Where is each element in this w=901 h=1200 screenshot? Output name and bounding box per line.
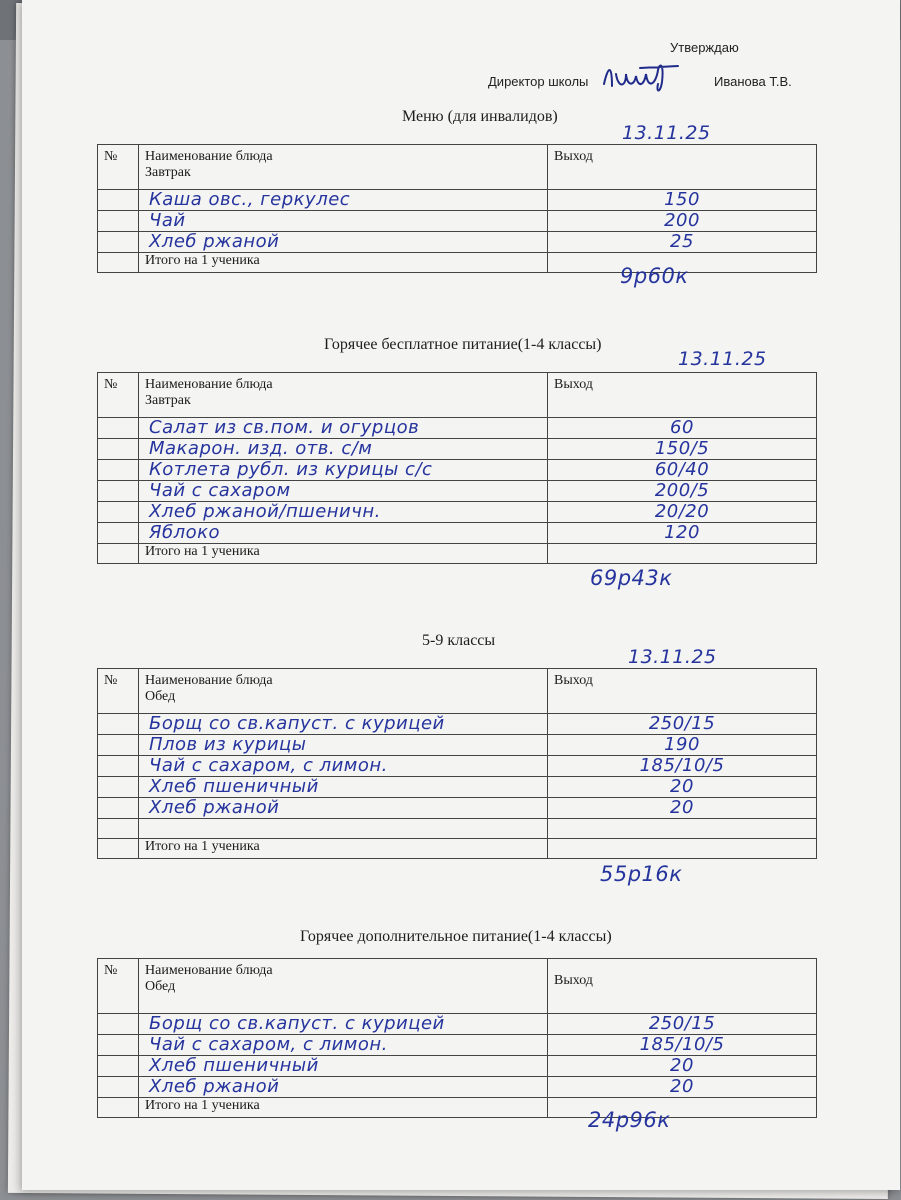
dish-name: Каша овс., геркулес — [149, 189, 351, 210]
num-header: № — [98, 373, 139, 418]
total-row — [98, 544, 817, 564]
dish-name: Хлеб пшеничный — [149, 776, 319, 797]
total-label: Итого на 1 ученика — [139, 544, 548, 564]
table-row — [98, 756, 817, 777]
section-title: Горячее дополнительное питание(1-4 классы) — [300, 928, 612, 945]
menu-table — [97, 372, 817, 564]
menu-table — [97, 958, 817, 1118]
table-row — [98, 190, 817, 211]
table-row — [98, 481, 817, 502]
dish-name: Хлеб ржаной — [149, 797, 280, 818]
menu-table — [97, 144, 817, 273]
total-row — [98, 1098, 817, 1118]
dish-output: 120 — [664, 522, 700, 543]
dish-output: 200 — [664, 210, 700, 231]
output-header: Выход — [548, 959, 817, 1014]
dish-output: 185/10/5 — [639, 1034, 725, 1055]
table-row — [98, 714, 817, 735]
section-date: 13.11.25 — [628, 646, 717, 668]
table-row — [98, 1035, 817, 1056]
table-row — [98, 439, 817, 460]
dish-output: 60/40 — [654, 459, 710, 480]
table-row — [98, 798, 817, 819]
dish-output: 150/5 — [654, 438, 710, 459]
dish-name: Хлеб пшеничный — [149, 1055, 319, 1076]
table-row — [98, 1056, 817, 1077]
section-date: 13.11.25 — [622, 122, 711, 144]
output-header: Выход — [548, 373, 817, 418]
total-value: 69р43к — [590, 566, 673, 590]
dish-output: 20/20 — [654, 501, 710, 522]
dish-name: Чай — [149, 210, 186, 231]
section-title: Горячее бесплатное питание(1-4 классы) — [324, 336, 602, 353]
total-label: Итого на 1 ученика — [139, 839, 548, 859]
dish-name: Яблоко — [149, 522, 221, 543]
table-row — [98, 502, 817, 523]
table-row — [98, 1077, 817, 1098]
total-row — [98, 253, 817, 273]
total-label: Итого на 1 ученика — [139, 253, 548, 273]
table-row — [98, 777, 817, 798]
table-row — [98, 232, 817, 253]
section-date: 13.11.25 — [678, 348, 767, 370]
name-header: Наименование блюда — [145, 377, 273, 392]
output-header: Выход — [548, 145, 817, 190]
director-signature — [600, 60, 682, 94]
table-row — [98, 460, 817, 481]
dish-name: Борщ со св.капуст. с курицей — [149, 1013, 445, 1034]
director-label: Директор школы — [488, 74, 589, 89]
dish-output: 185/10/5 — [639, 755, 725, 776]
name-header: Наименование блюда — [145, 673, 273, 688]
output-header: Выход — [548, 669, 817, 714]
approval-label: Утверждаю — [670, 40, 739, 55]
dish-name: Чай с сахаром, с лимон. — [149, 755, 388, 776]
meal-label: Обед — [145, 979, 176, 994]
dish-output: 250/15 — [648, 713, 716, 734]
dish-output: 20 — [670, 776, 694, 797]
dish-name: Чай с сахаром — [149, 480, 291, 501]
dish-name: Хлеб ржаной/пшеничн. — [149, 501, 381, 522]
dish-output: 200/5 — [654, 480, 710, 501]
dish-output: 20 — [670, 1055, 694, 1076]
total-value: 9р60к — [620, 264, 689, 288]
dish-name: Плов из курицы — [149, 734, 307, 755]
dish-output: 20 — [670, 797, 694, 818]
table-row — [98, 211, 817, 232]
name-header: Наименование блюда — [145, 149, 273, 164]
table-row — [98, 735, 817, 756]
dish-output: 60 — [670, 417, 694, 438]
dish-name: Хлеб ржаной — [149, 1076, 280, 1097]
director-name: Иванова Т.В. — [714, 74, 792, 89]
dish-output: 190 — [664, 734, 700, 755]
total-label: Итого на 1 ученика — [139, 1098, 548, 1118]
num-header: № — [98, 959, 139, 1014]
dish-output: 250/15 — [648, 1013, 716, 1034]
section-title: 5-9 классы — [422, 632, 496, 649]
meal-label: Обед — [145, 689, 176, 704]
dish-name: Котлета рубл. из курицы с/с — [149, 459, 433, 480]
table-row — [98, 418, 817, 439]
table-row — [98, 523, 817, 544]
name-header: Наименование блюда — [145, 963, 273, 978]
table-row — [98, 819, 817, 839]
total-row — [98, 839, 817, 859]
dish-name: Борщ со св.капуст. с курицей — [149, 713, 445, 734]
dish-name: Макарон. изд. отв. с/м — [149, 438, 373, 459]
meal-label: Завтрак — [145, 393, 191, 408]
dish-name: Салат из св.пом. и огурцов — [149, 417, 420, 438]
dish-output: 150 — [664, 189, 700, 210]
meal-label: Завтрак — [145, 165, 191, 180]
total-value: 55р16к — [600, 862, 683, 886]
dish-output: 25 — [670, 231, 694, 252]
table-row — [98, 1014, 817, 1035]
dish-output: 20 — [670, 1076, 694, 1097]
num-header: № — [98, 145, 139, 190]
menu-table — [97, 668, 817, 859]
num-header: № — [98, 669, 139, 714]
dish-name: Чай с сахаром, с лимон. — [149, 1034, 388, 1055]
menu-document — [22, 0, 900, 1190]
dish-name: Хлеб ржаной — [149, 231, 280, 252]
total-value: 24р96к — [588, 1108, 671, 1132]
section-title: Меню (для инвалидов) — [402, 108, 558, 125]
